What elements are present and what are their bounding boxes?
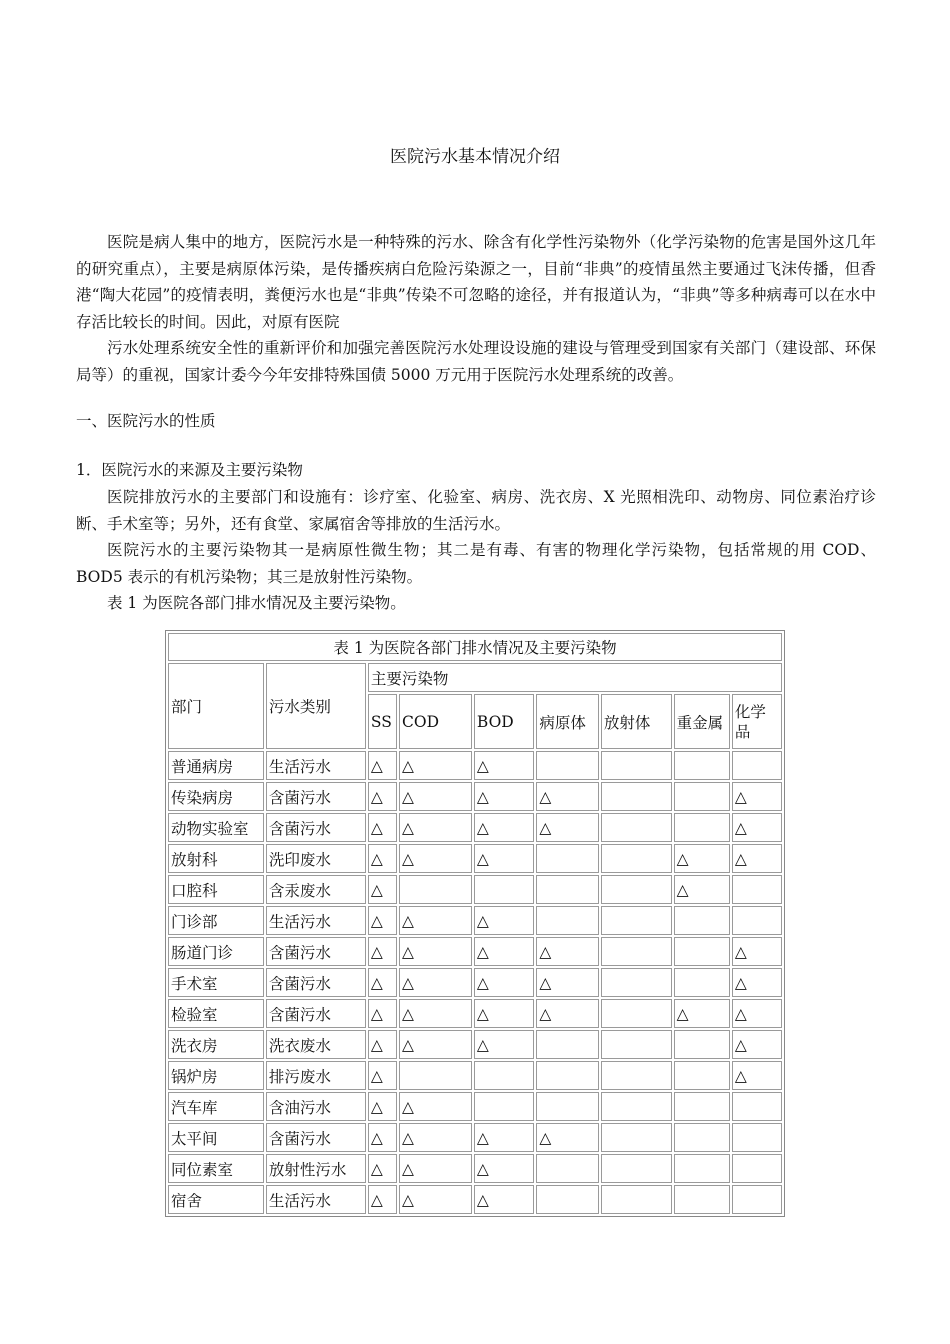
cell-pollutant-mark: △ — [368, 1061, 397, 1090]
cell-wastewater-type: 洗衣废水 — [266, 1030, 366, 1059]
cell-pollutant-mark: △ — [368, 1030, 397, 1059]
cell-wastewater-type: 含菌污水 — [266, 1123, 366, 1152]
cell-pollutant-mark: △ — [474, 1185, 534, 1214]
cell-pollutant-mark — [601, 968, 672, 997]
table-row — [168, 782, 782, 811]
cell-pollutant-mark: △ — [368, 1092, 397, 1121]
cell-pollutant-mark — [601, 1092, 672, 1121]
cell-pollutant-mark — [536, 844, 599, 873]
cell-pollutant-mark — [474, 1092, 534, 1121]
cell-pollutant-mark — [732, 751, 782, 780]
cell-pollutant-mark — [536, 1030, 599, 1059]
cell-department: 同位素室 — [168, 1154, 264, 1183]
cell-wastewater-type: 含菌污水 — [266, 937, 366, 966]
cell-pollutant-mark — [601, 1185, 672, 1214]
cell-pollutant-mark: △ — [732, 1030, 782, 1059]
cell-wastewater-type: 排污废水 — [266, 1061, 366, 1090]
cell-pollutant-mark — [674, 1123, 730, 1152]
cell-pollutant-mark — [601, 813, 672, 842]
table-caption: 表 1 为医院各部门排水情况及主要污染物 — [168, 633, 782, 661]
cell-pollutant-mark: △ — [474, 906, 534, 935]
cell-pollutant-mark: △ — [399, 999, 472, 1028]
table-row — [168, 999, 782, 1028]
cell-pollutant-mark: △ — [536, 968, 599, 997]
cell-wastewater-type: 含菌污水 — [266, 782, 366, 811]
table-row — [168, 844, 782, 873]
cell-pollutant-mark: △ — [732, 1061, 782, 1090]
cell-pollutant-mark — [536, 906, 599, 935]
cell-department: 太平间 — [168, 1123, 264, 1152]
cell-pollutant-mark: △ — [368, 937, 397, 966]
cell-pollutant-mark: △ — [368, 1185, 397, 1214]
cell-pollutant-mark — [674, 1154, 730, 1183]
cell-pollutant-mark: △ — [368, 1123, 397, 1152]
cell-pollutant-mark: △ — [399, 1030, 472, 1059]
cell-pollutant-mark — [674, 1061, 730, 1090]
cell-pollutant-mark — [601, 1030, 672, 1059]
cell-pollutant-mark: △ — [536, 813, 599, 842]
header-bod: BOD — [474, 694, 534, 749]
table-row — [168, 1092, 782, 1121]
header-radioactive: 放射体 — [601, 694, 672, 749]
cell-department: 洗衣房 — [168, 1030, 264, 1059]
header-heavy-metal: 重金属 — [674, 694, 730, 749]
cell-department: 锅炉房 — [168, 1061, 264, 1090]
cell-pollutant-mark — [601, 906, 672, 935]
cell-pollutant-mark — [732, 875, 782, 904]
cell-pollutant-mark: △ — [368, 875, 397, 904]
cell-wastewater-type: 含菌污水 — [266, 968, 366, 997]
cell-pollutant-mark: △ — [368, 844, 397, 873]
cell-department: 宿舍 — [168, 1185, 264, 1214]
cell-pollutant-mark: △ — [399, 968, 472, 997]
cell-pollutant-mark — [536, 751, 599, 780]
table-row — [168, 875, 782, 904]
cell-pollutant-mark: △ — [368, 968, 397, 997]
subsection-heading-1: 1．医院污水的来源及主要污染物 — [76, 461, 303, 479]
cell-pollutant-mark: △ — [474, 751, 534, 780]
header-cod: COD — [399, 694, 472, 749]
cell-pollutant-mark — [674, 1185, 730, 1214]
header-chemical: 化学品 — [732, 694, 782, 749]
cell-pollutant-mark — [536, 875, 599, 904]
cell-pollutant-mark — [601, 751, 672, 780]
cell-wastewater-type: 生活污水 — [266, 906, 366, 935]
table-row — [168, 813, 782, 842]
cell-pollutant-mark — [674, 751, 730, 780]
cell-pollutant-mark — [674, 1030, 730, 1059]
cell-pollutant-mark: △ — [674, 999, 730, 1028]
cell-pollutant-mark — [732, 1123, 782, 1152]
paragraph-pollutants: 医院污水的主要污染物其一是病原性微生物；其二是有毒、有害的物理化学污染物，包括常规的用 COD、BOD5 表示的有机污染物；其三是放射性污染物。 — [76, 541, 876, 586]
cell-department: 口腔科 — [168, 875, 264, 904]
cell-pollutant-mark: △ — [474, 1030, 534, 1059]
cell-pollutant-mark — [399, 1061, 472, 1090]
cell-department: 普通病房 — [168, 751, 264, 780]
cell-pollutant-mark: △ — [368, 751, 397, 780]
cell-pollutant-mark: △ — [474, 1154, 534, 1183]
cell-pollutant-mark: △ — [474, 782, 534, 811]
cell-wastewater-type: 生活污水 — [266, 751, 366, 780]
cell-pollutant-mark: △ — [399, 751, 472, 780]
cell-pollutant-mark: △ — [399, 844, 472, 873]
cell-pollutant-mark: △ — [368, 813, 397, 842]
header-ss: SS — [368, 694, 397, 749]
section-heading-1: 一、医院污水的性质 — [76, 412, 216, 430]
cell-wastewater-type: 含菌污水 — [266, 999, 366, 1028]
cell-pollutant-mark — [601, 1123, 672, 1152]
cell-pollutant-mark — [601, 844, 672, 873]
cell-pollutant-mark: △ — [536, 1123, 599, 1152]
cell-department: 手术室 — [168, 968, 264, 997]
cell-pollutant-mark: △ — [399, 782, 472, 811]
cell-department: 门诊部 — [168, 906, 264, 935]
pollutant-table — [165, 630, 785, 1217]
cell-pollutant-mark: △ — [732, 937, 782, 966]
cell-pollutant-mark: △ — [474, 999, 534, 1028]
cell-pollutant-mark: △ — [368, 906, 397, 935]
cell-pollutant-mark — [674, 813, 730, 842]
cell-pollutant-mark: △ — [732, 813, 782, 842]
cell-pollutant-mark — [601, 999, 672, 1028]
cell-department: 放射科 — [168, 844, 264, 873]
cell-department: 肠道门诊 — [168, 937, 264, 966]
cell-pollutant-mark: △ — [399, 1154, 472, 1183]
cell-pollutant-mark — [674, 937, 730, 966]
cell-pollutant-mark: △ — [399, 906, 472, 935]
cell-wastewater-type: 放射性污水 — [266, 1154, 366, 1183]
table-row — [168, 1030, 782, 1059]
cell-wastewater-type: 生活污水 — [266, 1185, 366, 1214]
cell-pollutant-mark: △ — [536, 999, 599, 1028]
header-wastewater-type: 污水类别 — [266, 663, 366, 749]
cell-department: 传染病房 — [168, 782, 264, 811]
cell-pollutant-mark: △ — [732, 968, 782, 997]
cell-pollutant-mark: △ — [399, 937, 472, 966]
cell-pollutant-mark — [601, 875, 672, 904]
cell-pollutant-mark — [732, 1092, 782, 1121]
cell-pollutant-mark — [601, 1061, 672, 1090]
cell-pollutant-mark — [674, 968, 730, 997]
paragraph-intro: 医院是病人集中的地方，医院污水是一种特殊的污水、除含有化学性污染物外（化学污染物的危害是国外这几年的研究重点），主要是病原体污染，是传播疾病白危险污染源之一，目前“非典”的疫情虽然主要通过飞沫传播，但香港“陶大花园”的疫情表明，粪便污水也是“非典”传染不可忽略的途径，并有报道认为，“非典”等多种病毒可以在水中存活比较长的时间。因此，对原有医院 — [76, 233, 876, 331]
cell-pollutant-mark — [474, 1061, 534, 1090]
cell-pollutant-mark: △ — [732, 844, 782, 873]
cell-pollutant-mark: △ — [399, 813, 472, 842]
cell-pollutant-mark — [601, 782, 672, 811]
cell-pollutant-mark — [601, 937, 672, 966]
cell-pollutant-mark: △ — [474, 813, 534, 842]
cell-pollutant-mark — [601, 1154, 672, 1183]
cell-pollutant-mark: △ — [474, 968, 534, 997]
cell-pollutant-mark: △ — [368, 1154, 397, 1183]
cell-pollutant-mark: △ — [399, 1185, 472, 1214]
cell-pollutant-mark: △ — [674, 844, 730, 873]
cell-pollutant-mark: △ — [536, 937, 599, 966]
cell-wastewater-type: 含菌污水 — [266, 813, 366, 842]
cell-department: 汽车库 — [168, 1092, 264, 1121]
cell-wastewater-type: 含汞废水 — [266, 875, 366, 904]
table-row — [168, 751, 782, 780]
header-main-pollutants: 主要污染物 — [368, 663, 782, 692]
cell-pollutant-mark: △ — [732, 999, 782, 1028]
paragraph-table-ref: 表 1 为医院各部门排水情况及主要污染物。 — [107, 594, 406, 612]
cell-pollutant-mark: △ — [474, 1123, 534, 1152]
cell-pollutant-mark: △ — [474, 844, 534, 873]
cell-pollutant-mark — [674, 906, 730, 935]
table-row — [168, 906, 782, 935]
document-title: 医院污水基本情况介绍 — [390, 147, 560, 167]
cell-pollutant-mark — [674, 782, 730, 811]
table-row — [168, 1061, 782, 1090]
cell-pollutant-mark — [536, 1092, 599, 1121]
cell-department: 动物实验室 — [168, 813, 264, 842]
cell-pollutant-mark — [732, 906, 782, 935]
table-row — [168, 1154, 782, 1183]
cell-pollutant-mark — [732, 1185, 782, 1214]
paragraph-sources: 医院排放污水的主要部门和设施有：诊疗室、化验室、病房、洗衣房、X 光照相洗印、动物房、同位素治疗诊断、手术室等；另外，还有食堂、家属宿舍等排放的生活污水。 — [76, 488, 876, 533]
cell-pollutant-mark: △ — [536, 782, 599, 811]
table-row — [168, 937, 782, 966]
cell-pollutant-mark — [674, 1092, 730, 1121]
table-row — [168, 1185, 782, 1214]
cell-pollutant-mark — [732, 1154, 782, 1183]
header-pathogen: 病原体 — [536, 694, 599, 749]
cell-pollutant-mark: △ — [368, 782, 397, 811]
cell-wastewater-type: 洗印废水 — [266, 844, 366, 873]
cell-pollutant-mark — [399, 875, 472, 904]
cell-wastewater-type: 含油污水 — [266, 1092, 366, 1121]
table-row — [168, 1123, 782, 1152]
cell-pollutant-mark — [536, 1061, 599, 1090]
cell-pollutant-mark: △ — [368, 999, 397, 1028]
cell-pollutant-mark: △ — [732, 782, 782, 811]
cell-pollutant-mark — [474, 875, 534, 904]
cell-pollutant-mark: △ — [399, 1092, 472, 1121]
cell-pollutant-mark: △ — [474, 937, 534, 966]
cell-department: 检验室 — [168, 999, 264, 1028]
cell-pollutant-mark: △ — [399, 1123, 472, 1152]
table-row — [168, 968, 782, 997]
cell-pollutant-mark — [536, 1185, 599, 1214]
cell-pollutant-mark: △ — [674, 875, 730, 904]
paragraph-intro-continued: 污水处理系统安全性的重新评价和加强完善医院污水处理设设施的建设与管理受到国家有关部门（建设部、环保局等）的重视，国家计委今今年安排特殊国债 5000 万元用于医院污水处理系统的改善。 — [76, 339, 876, 384]
cell-pollutant-mark — [536, 1154, 599, 1183]
header-department: 部门 — [168, 663, 264, 749]
pollutant-table-container — [165, 630, 785, 1217]
